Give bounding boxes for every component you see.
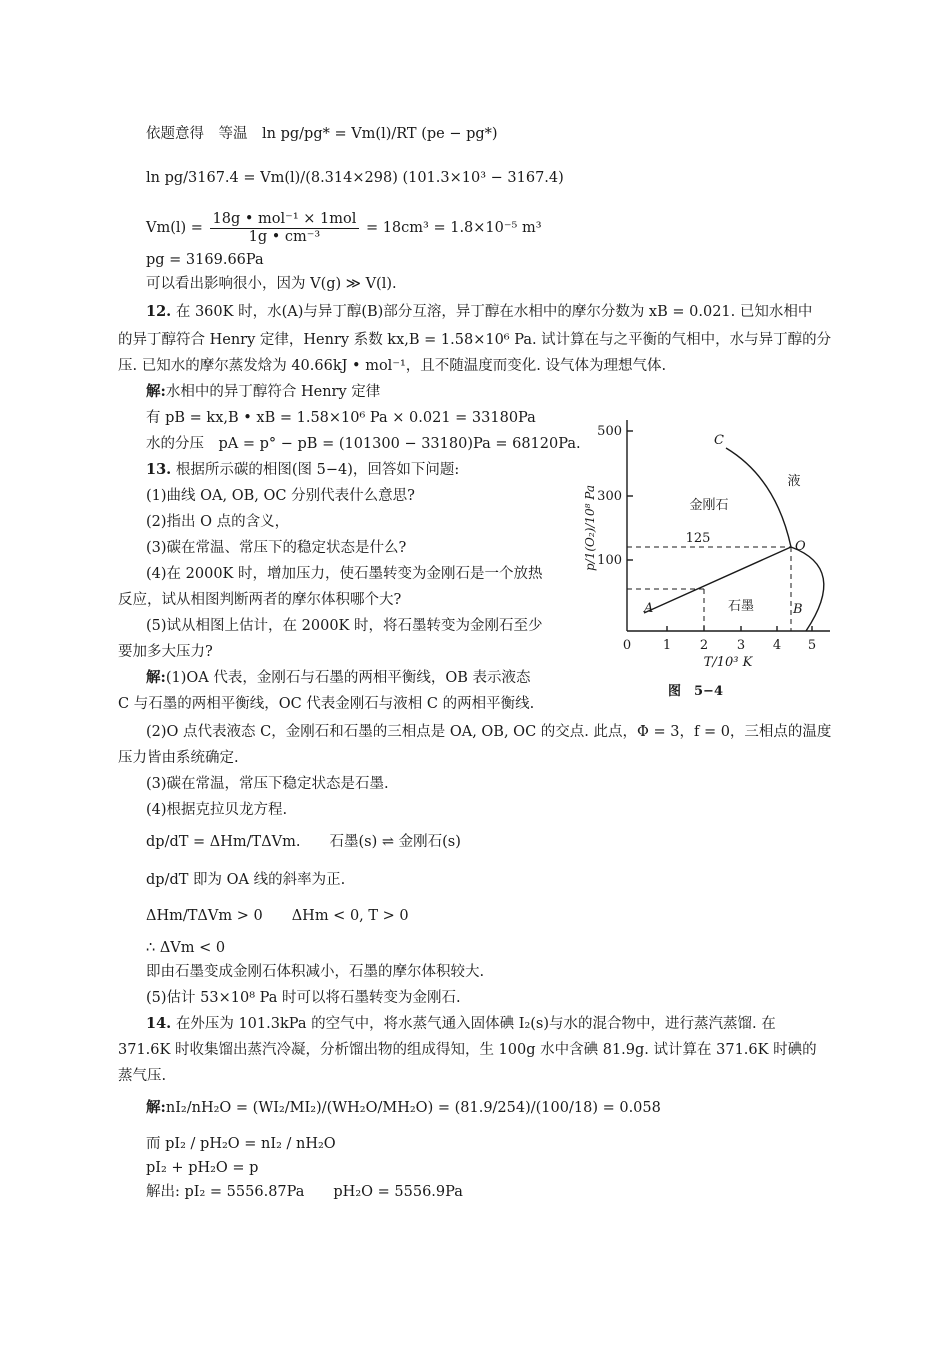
x-tick-label-0: 0 <box>622 638 632 653</box>
a13-line-9-text: ΔHm/TΔVm > 0 ΔHm < 0, T > 0 <box>146 908 409 924</box>
q13-line-0 <box>146 460 459 480</box>
q14-number: 14. <box>146 1015 172 1032</box>
eq-line-5-text: 可以看出影响很小，因为 V(g) ≫ V(l). <box>146 276 397 292</box>
eq-line-3-lhs: Vm(l) = <box>146 220 203 236</box>
y-axis-label: p/1(O₂)/10⁸ Pa <box>583 485 597 571</box>
a13-line-7-text: dp/dT = ΔHm/TΔVm. 石墨(s) ⇌ 金刚石(s) <box>146 834 461 850</box>
q13-line-6 <box>146 616 543 636</box>
x-tick-label-3: 3 <box>736 638 746 653</box>
q13-line-1-text: (1)曲线 OA, OB, OC 分别代表什么意思? <box>146 488 415 504</box>
a13-line-4-text: 压力皆由系统确定. <box>118 750 239 766</box>
a13-line-3-text: (2)O 点代表液态 C，金刚石和石墨的三相点是 OA, OB, OC 的交点. 此点，Φ = 3，f = 0，三相点的温度 <box>146 724 832 740</box>
q13-line-5-text: 反应，试从相图判断两者的摩尔体积哪个大? <box>118 592 402 608</box>
region-diamond-label: 金刚石 <box>689 498 729 513</box>
label-125: 125 <box>685 531 711 546</box>
q13-line-3-text: (3)碳在常温、常压下的稳定状态是什么? <box>146 540 407 556</box>
a13-line-9 <box>146 906 409 926</box>
eq-line-5 <box>146 274 397 294</box>
a14-line-1-text: nI₂/nH₂O = (WI₂/MI₂)/(WH₂O/MH₂O) = (81.9/254)/(100/18) = 0.058 <box>165 1100 661 1116</box>
eq-line-3-numerator: 18g • mol⁻¹ × 1mol <box>210 211 360 229</box>
y-tick-label-500: 500 <box>597 424 622 439</box>
q12-line-1 <box>146 302 812 322</box>
line-OB <box>791 547 824 631</box>
a14-line-3 <box>146 1158 258 1178</box>
point-O-label: O <box>795 539 806 554</box>
line-OA <box>644 547 791 613</box>
region-graphite-label: 石墨 <box>727 599 755 614</box>
a14-line-2-text: 而 pI₂ / pH₂O = nI₂ / nH₂O <box>146 1136 336 1152</box>
eq-line-3-rhs: = 18cm³ = 1.8×10⁻⁵ m³ <box>365 220 542 236</box>
q12-line-1-text: 在 360K 时，水(A)与异丁醇(B)部分互溶，异丁醇在水相中的摩尔分数为 xB = 0.021. 已知水相中 <box>171 304 813 320</box>
eq-line-1 <box>146 124 498 144</box>
a13-line-1 <box>146 668 531 688</box>
q13-number: 13. <box>146 461 172 478</box>
a13-line-1-text: (1)OA 代表，金刚石与石墨的两相平衡线，OB 表示液态 <box>165 670 531 686</box>
q12-number: 12. <box>146 303 172 320</box>
eq-line-1-text: 依题意得 等温 ln pg/pg* = Vm(l)/RT (pe − pg*) <box>146 126 498 142</box>
a13-line-2 <box>118 694 534 714</box>
q12-line-3 <box>118 356 666 376</box>
q14-line-3-text: 蒸气压. <box>118 1068 167 1084</box>
x-tick-label-2: 2 <box>699 638 709 653</box>
eq-line-2-text: ln pg/3167.4 = Vm(l)/(8.314×298) (101.3×10³ − 3167.4) <box>146 170 564 186</box>
q12-line-3-text: 压. 已知水的摩尔蒸发焓为 40.66kJ • mol⁻¹，且不随温度而变化. 设气体为理想气体. <box>118 358 667 374</box>
x-axis-label: T/10³ K <box>703 655 753 670</box>
q13-line-4-text: (4)在 2000K 时，增加压力，使石墨转变为金刚石是一个放热 <box>146 566 543 582</box>
eq-line-2 <box>146 168 564 188</box>
point-A-label: A <box>644 601 654 616</box>
a12-line-3 <box>146 434 581 454</box>
y-tick-label-300: 300 <box>597 489 622 504</box>
a13-line-11-text: 即由石墨变成金刚石体积减小，石墨的摩尔体积较大. <box>146 964 485 980</box>
a13-line-7 <box>146 832 461 852</box>
line-OC <box>726 448 791 547</box>
q13-line-2 <box>146 512 289 532</box>
a13-line-5 <box>146 774 389 794</box>
a12-line-2 <box>146 408 536 428</box>
q13-line-7 <box>118 642 213 662</box>
q13-line-3 <box>146 538 406 558</box>
a14-line-3-text: pI₂ + pH₂O = p <box>146 1160 259 1176</box>
q13-line-2-text: (2)指出 O 点的含义， <box>146 514 290 530</box>
a14-line-4-text: 解出: pI₂ = 5556.87Pa pH₂O = 5556.9Pa <box>146 1184 463 1200</box>
eq-line-3-denominator: 1g • cm⁻³ <box>248 228 321 245</box>
a13-line-8-text: dp/dT 即为 OA 线的斜率为正. <box>146 872 346 888</box>
q14-line-3 <box>118 1066 166 1086</box>
q13-line-1 <box>146 486 415 506</box>
eq-line-4-text: pg = 3169.66Pa <box>146 252 264 268</box>
a13-line-12 <box>146 988 461 1008</box>
a12-line-1-text: 水相中的异丁醇符合 Henry 定律 <box>165 384 381 400</box>
a13-line-10 <box>146 938 225 958</box>
a14-line-1 <box>146 1098 661 1118</box>
point-B-label: B <box>793 602 803 617</box>
q13-line-7-text: 要加多大压力? <box>118 644 213 660</box>
a13-line-5-text: (3)碳在常温，常压下稳定状态是石墨. <box>146 776 389 792</box>
q12-line-2-text: 的异丁醇符合 Henry 定律，Henry 系数 kx,B = 1.58×10⁶ Pa. 试计算在与之平衡的气相中，水与异丁醇的分 <box>118 332 832 348</box>
a13-line-6 <box>146 800 287 820</box>
a13-line-3 <box>146 722 831 742</box>
a12-label: 解: <box>146 383 166 400</box>
a14-label: 解: <box>146 1099 166 1116</box>
point-C-label: C <box>714 433 724 448</box>
y-tick-label-100: 100 <box>597 553 622 568</box>
q13-line-5 <box>118 590 401 610</box>
a13-line-12-text: (5)估计 53×10⁸ Pa 时可以将石墨转变为金刚石. <box>146 990 461 1006</box>
a13-line-10-text: ∴ ΔVm < 0 <box>146 940 226 956</box>
q13-line-4 <box>146 564 543 584</box>
q13-line-6-text: (5)试从相图上估计，在 2000K 时，将石墨转变为金刚石至少 <box>146 618 543 634</box>
x-tick-label-5: 5 <box>807 638 817 653</box>
a14-line-2 <box>146 1134 336 1154</box>
q13-line-0-text: 根据所示碳的相图(图 5−4)，回答如下问题: <box>171 462 460 478</box>
region-liquid-label: 液 <box>787 474 801 489</box>
a13-label: 解: <box>146 669 166 686</box>
q14-line-2 <box>118 1040 817 1060</box>
eq-line-3 <box>146 208 542 248</box>
q14-line-1 <box>146 1014 776 1034</box>
figure-caption: 图 5−4 <box>668 684 723 699</box>
a13-line-8 <box>146 870 345 890</box>
q14-line-2-text: 371.6K 时收集馏出蒸汽冷凝，分析馏出物的组成得知，生 100g 水中含碘 81.9g. 试计算在 371.6K 时碘的 <box>118 1042 817 1058</box>
a13-line-11 <box>146 962 484 982</box>
phase-diagram <box>578 408 848 678</box>
a13-line-6-text: (4)根据克拉贝龙方程. <box>146 802 288 818</box>
a14-line-4 <box>146 1182 463 1202</box>
eq-line-4 <box>146 250 264 270</box>
q14-line-1-text: 在外压为 101.3kPa 的空气中，将水蒸气通入固体碘 I₂(s)与水的混合物中，进行蒸汽蒸馏. 在 <box>171 1016 776 1032</box>
q12-line-2 <box>118 330 831 350</box>
eq-line-3-fraction <box>210 211 360 246</box>
x-tick-label-1: 1 <box>662 638 672 653</box>
x-tick-label-4: 4 <box>772 638 782 653</box>
a12-line-3-text: 水的分压 pA = p° − pB = (101300 − 33180)Pa = 68120Pa. <box>146 436 581 452</box>
phase-diagram-figure <box>578 408 848 713</box>
a12-line-1 <box>146 382 380 402</box>
a13-line-4 <box>118 748 239 768</box>
a12-line-2-text: 有 pB = kx,B • xB = 1.58×10⁶ Pa × 0.021 = 33180Pa <box>146 410 536 426</box>
a13-line-2-text: C 与石墨的两相平衡线，OC 代表金刚石与液相 C 的两相平衡线. <box>118 696 535 712</box>
